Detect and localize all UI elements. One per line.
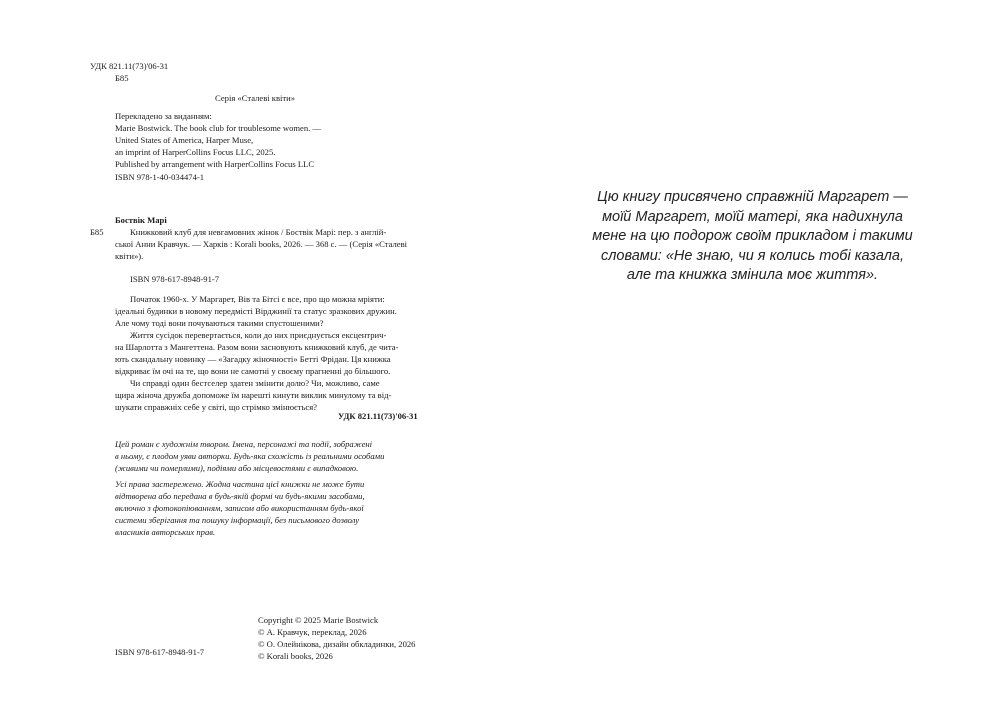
catalog-record bbox=[115, 226, 442, 262]
fiction-notice-line: (живими чи померлими), подіями або місцевостями є випадковою. bbox=[115, 463, 359, 473]
translation-source-line: United States of America, Harper Muse, bbox=[115, 135, 254, 145]
dedication-line: мене на цю подорож своїм прикладом і такими bbox=[592, 228, 913, 244]
library-code-top: Б85 bbox=[115, 73, 129, 83]
fiction-notice-line: Цей роман є художнім твором. Імена, персонажі та події, зображені bbox=[115, 439, 373, 449]
library-code-side: Б85 bbox=[90, 227, 104, 237]
rights-notice bbox=[115, 478, 365, 538]
translation-source-line: Marie Bostwick. The book club for troublesome women. — bbox=[115, 123, 322, 133]
annotation bbox=[115, 293, 440, 413]
fiction-notice-line: в ньому, є плодом уяви авторки. Будь-яка схожість із реальними особами bbox=[115, 451, 385, 461]
dedication-line: але та книжка змінила моє життя». bbox=[626, 267, 879, 283]
annotation-line: щира жіноча дружба допоможе їм нарешті кинути виклик минулому та від- bbox=[115, 390, 392, 400]
dedication-line: Цю книгу присвячено справжній Маргарет — bbox=[597, 189, 908, 205]
udk-code-bottom: УДК 821.11(73)'06-31 bbox=[338, 411, 418, 421]
udk-code-top: УДК 821.11(73)'06-31 bbox=[90, 61, 169, 71]
annotation-line: ідеальні будинки в новому передмісті Вірджинії та статус зразкових дружин. bbox=[115, 306, 397, 316]
copyright-line: © О. Олейнікова, дизайн обкладинки, 2026 bbox=[258, 639, 416, 649]
dedication-line: моїй Маргарет, моїй матері, яка надихнула bbox=[602, 208, 903, 225]
series-line: Серія «Сталеві квіти» bbox=[215, 93, 296, 103]
annotation-line: Життя сусідок перевертається, коли до них приєднується ексцентрич- bbox=[130, 330, 387, 340]
translation-source-line: Published by arrangement with HarperCollins Focus LLC bbox=[115, 159, 315, 169]
annotation-line: на Шарлотта з Мангеттена. Разом вони засновують книжковий клуб, де чита- bbox=[115, 342, 399, 352]
annotation-line: Початок 1960-х. У Маргарет, Вів та Бітсі є все, про що можна мріяти: bbox=[130, 294, 385, 304]
rights-notice-line: власників авторських прав. bbox=[115, 527, 216, 537]
fiction-notice bbox=[115, 438, 384, 474]
rights-notice-line: відтворена або передана в будь-якій формі чи будь-якими засобами, bbox=[115, 491, 365, 501]
rights-notice-line: включно з фотокопіюванням, записом або використанням будь-якої bbox=[115, 503, 364, 513]
annotation-line: відкриває їм очі на те, що вони не самотні у своєму прагненні до більшого. bbox=[115, 366, 391, 376]
rights-notice-line: системи зберігання та пошуку інформації, без письмового дозволу bbox=[115, 515, 360, 525]
copyright-line: © Korali books, 2026 bbox=[258, 651, 333, 661]
dedication-line: словами: «Не знаю, чи я колись тобі казала, bbox=[600, 247, 905, 264]
catalog-line: ської Анни Кравчук. — Харків : Korali books, 2026. — 368 с. — (Серія «Сталеві bbox=[115, 239, 408, 249]
annotation-line: Чи справді один бестселер здатен змінити долю? Чи, можливо, саме bbox=[130, 378, 380, 388]
author-heading: Боствік Марі bbox=[115, 215, 167, 225]
translation-source-block bbox=[115, 110, 321, 170]
annotation-line: шукати справжніх себе у світі, що стрімко змінюється? bbox=[115, 402, 317, 412]
dedication-page bbox=[500, 0, 1000, 724]
rights-notice-line: Усі права застережено. Жодна частина цієї книжки не може бути bbox=[115, 479, 365, 489]
copyright-block bbox=[258, 614, 415, 662]
copyright-line: © А. Кравчук, переклад, 2026 bbox=[258, 627, 367, 637]
annotation-line: Але чому тоді вони почуваються такими спустошеними? bbox=[115, 318, 324, 328]
annotation-line: ють скандальну новинку — «Загадку жіночності» Бетті Фрідан. Ця книжка bbox=[115, 354, 391, 364]
catalog-line: квіти»). bbox=[115, 251, 144, 261]
dedication bbox=[575, 188, 930, 286]
translation-source-line: an imprint of HarperCollins Focus LLC, 2025. bbox=[115, 147, 276, 157]
isbn-bottom: ISBN 978-617-8948-91-7 bbox=[115, 647, 205, 657]
copyright-line: Copyright © 2025 Marie Bostwick bbox=[258, 615, 379, 625]
isbn-main: ISBN 978-617-8948-91-7 bbox=[130, 274, 220, 284]
isbn-original: ISBN 978-1-40-034474-1 bbox=[115, 172, 205, 182]
catalog-line: Книжковий клуб для невгамовних жінок / Боствік Марі: пер. з англій- bbox=[130, 227, 387, 237]
translation-source-line: Перекладено за виданням: bbox=[115, 111, 212, 121]
